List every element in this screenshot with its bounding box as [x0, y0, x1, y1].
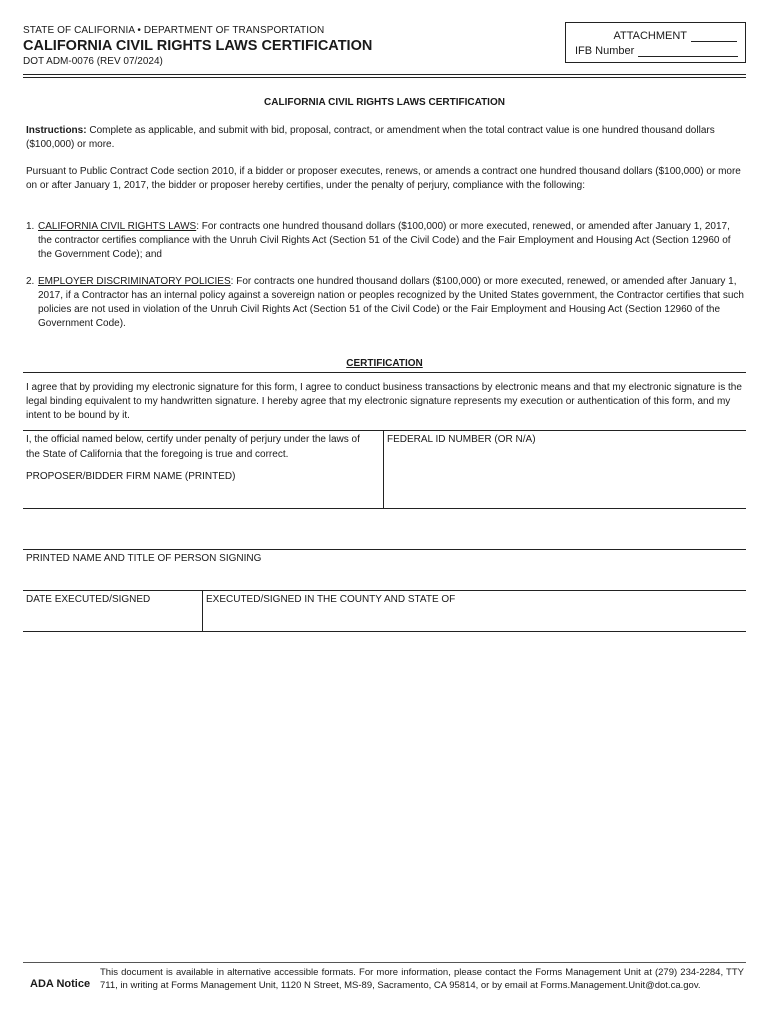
form-grid-bottom	[23, 631, 746, 632]
attachment-row	[613, 30, 737, 42]
body-heading: CALIFORNIA CIVIL RIGHTS LAWS CERTIFICATION	[264, 97, 505, 108]
ifb-row	[575, 45, 738, 57]
esignature-agreement: I agree that by providing my electronic signature for this form, I agree to conduct business transactions by electronic means and that my electronic signature is the legal binding equivalent to my handwritten signature. I hereby agree that my electronic signature represents my execution or authentication of this form, and my intent to be bound by it.	[26, 382, 742, 421]
list-item-number: 2.	[26, 276, 35, 287]
attachment-field[interactable]	[691, 32, 737, 42]
instructions-text: Complete as applicable, and submit with bid, proposal, contract, or amendment when the total contract value is one hundred thousand dollars ($100,000) or more.	[26, 125, 715, 150]
form-grid-row-1	[23, 508, 746, 509]
form-grid-top	[23, 430, 746, 431]
official-statement: I, the official named below, certify under penalty of perjury under the laws of the State of California that the foregoing is true and correct.	[26, 434, 360, 460]
attachment-label: ATTACHMENT	[613, 30, 687, 42]
form-title: CALIFORNIA CIVIL RIGHTS LAWS CERTIFICATION	[23, 38, 373, 54]
ada-notice-label: ADA Notice	[30, 978, 91, 990]
form-grid-row-2	[23, 590, 746, 591]
form-grid-divider	[383, 430, 384, 509]
certification-heading: CERTIFICATION	[346, 358, 423, 369]
header-divider-top	[23, 74, 746, 75]
federal-id-label: FEDERAL ID NUMBER (OR N/A)	[387, 434, 536, 445]
list-item-title: EMPLOYER DISCRIMINATORY POLICIES	[38, 276, 231, 287]
printed-name-label: PRINTED NAME AND TITLE OF PERSON SIGNING	[26, 553, 262, 564]
instructions	[26, 124, 744, 152]
list-item-text: : For contracts one hundred thousand dollars ($100,000) or more executed, renewed, or amended after January 1, 2017, the contractor certifies compliance with the Unruh Civil Rights Act (Section 51 of the Civil Code) and the Fair Employment and Housing Act (Section 12960 of the Government Code); and	[38, 221, 731, 260]
pursuant-paragraph: Pursuant to Public Contract Code section 2010, if a bidder or proposer executes, renews, or amends a contract one hundred thousand dollars ($100,000) or more on or after January 1, 2017, the bidder or proposer hereby certifies, under the penalty of perjury, compliance with the following:	[26, 166, 741, 191]
federal-id-field[interactable]	[387, 433, 737, 448]
ifb-label: IFB Number	[575, 45, 635, 57]
list-item-number: 1.	[26, 221, 35, 232]
list-item-discriminatory-policies	[26, 275, 744, 331]
printed-name-field[interactable]	[26, 552, 426, 567]
instructions-label: Instructions:	[26, 125, 87, 136]
firm-name-label: PROPOSER/BIDDER FIRM NAME (PRINTED)	[26, 471, 236, 482]
signature-line	[23, 549, 746, 550]
list-item-text: : For contracts one hundred thousand dollars ($100,000) or more executed, renewed, or amended after January 1, 2017, if a Contractor has an internal policy against a sovereign nation or peoples recognized by the United States government, the Contractor certifies that such policies are not used in violation of the Unruh Civil Rights Act (Section 51 of the Civil Code) or the Fair Employment and Housing Act (Section 12960 of the Government Code).	[38, 276, 744, 329]
form-number: DOT ADM-0076 (REV 07/2024)	[23, 56, 163, 67]
list-item-title: CALIFORNIA CIVIL RIGHTS LAWS	[38, 221, 197, 232]
date-county-divider	[202, 590, 203, 632]
county-state-label: EXECUTED/SIGNED IN THE COUNTY AND STATE OF	[206, 594, 456, 605]
header-divider-bottom	[23, 77, 746, 78]
certification-divider	[23, 372, 746, 373]
county-state-field[interactable]	[206, 593, 606, 608]
date-signed-field[interactable]	[26, 593, 196, 608]
agency-line: STATE OF CALIFORNIA • DEPARTMENT OF TRANSPORTATION	[23, 25, 325, 36]
ifb-number-field[interactable]	[638, 47, 738, 57]
attachment-box	[565, 22, 746, 63]
footer-divider	[23, 962, 746, 963]
date-signed-label: DATE EXECUTED/SIGNED	[26, 594, 151, 605]
ada-notice-text: This document is available in alternative accessible formats. For more information, please contact the Forms Management Unit at (279) 234-2284, TTY 711, in writing at Forms Management Unit, 1120 N Street, MS-89, Sacramento, CA 95814, or by email at Forms.Management.Unit@dot.ca.gov.	[100, 967, 744, 991]
firm-name-field[interactable]	[26, 470, 376, 485]
list-item-civil-rights	[26, 220, 744, 262]
